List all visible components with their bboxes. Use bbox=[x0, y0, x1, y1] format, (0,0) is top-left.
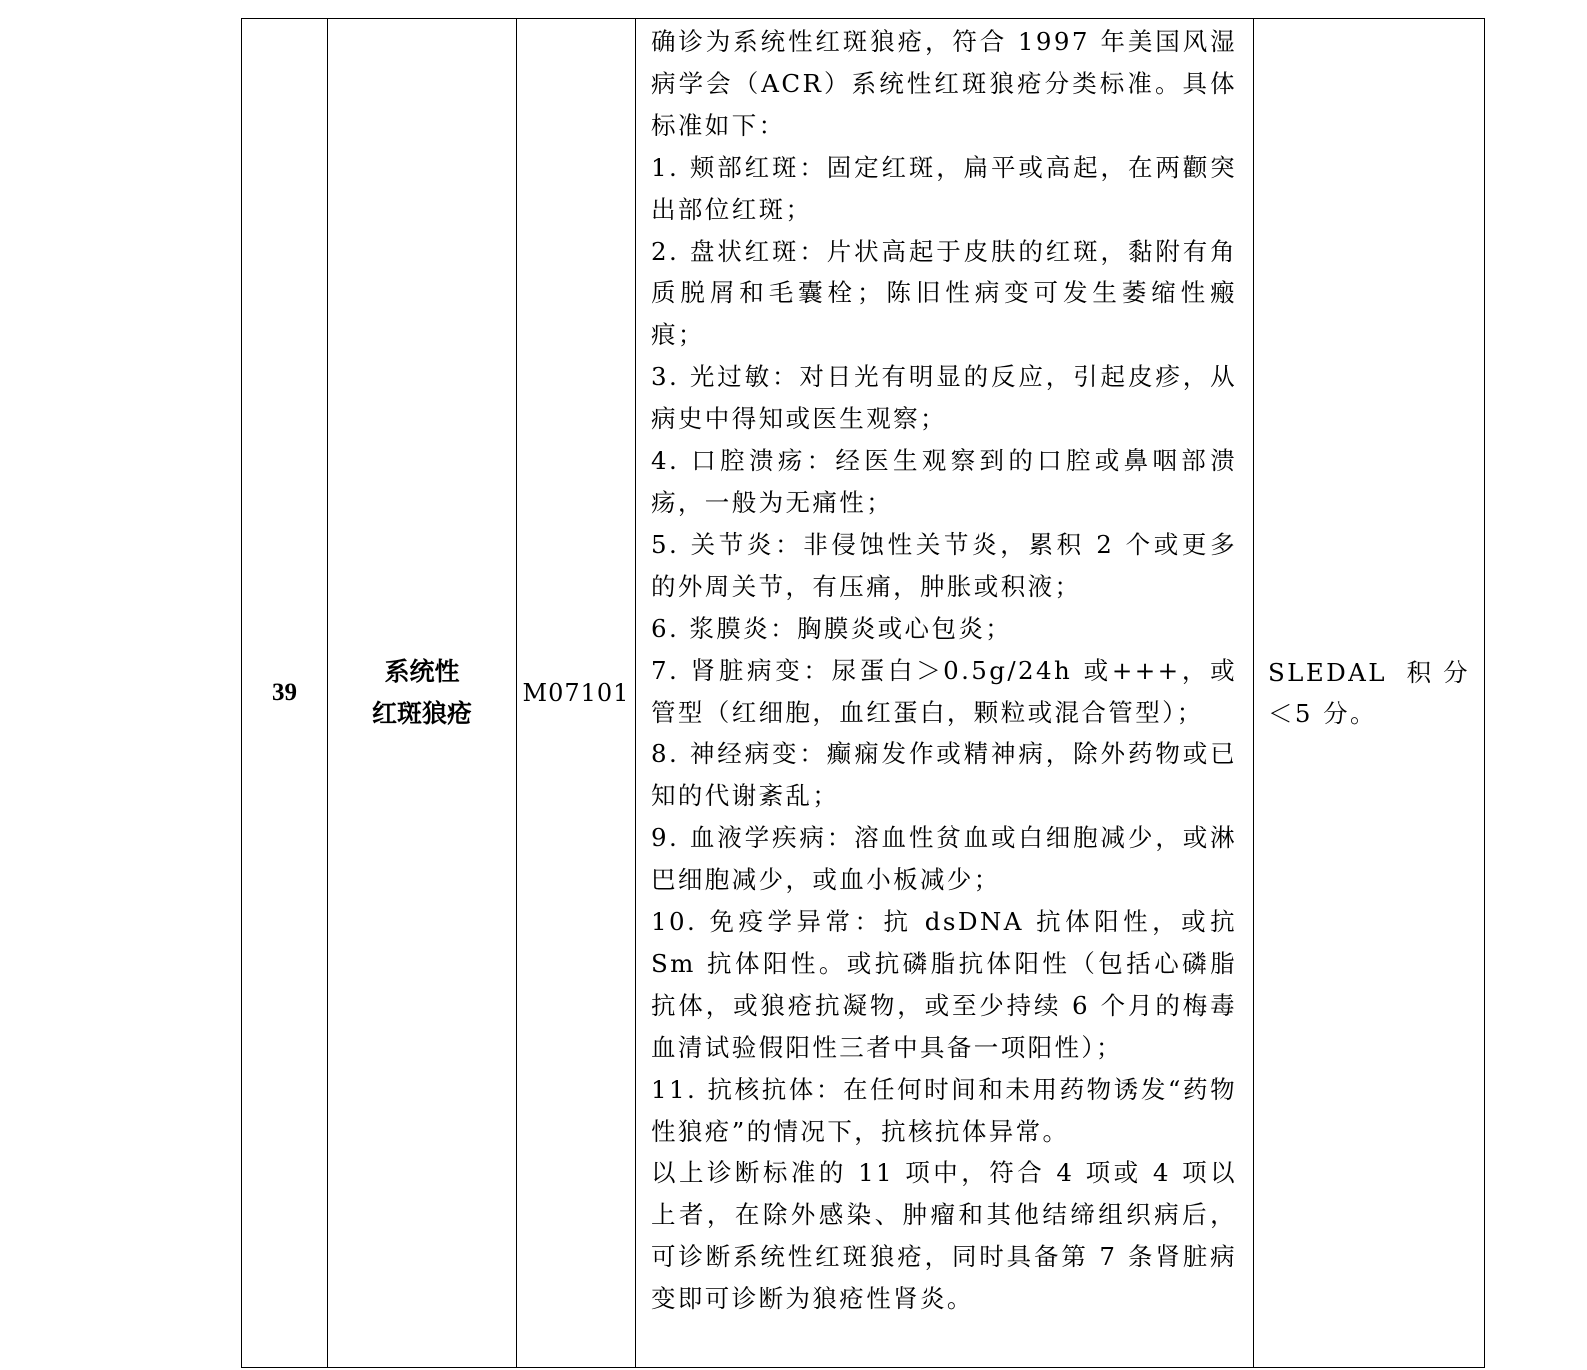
criteria-summary: 以上诊断标准的 11 项中，符合 4 项或 4 项以上者，在除外感染、肿瘤和其他结缔组织病后，可诊断系统性红斑狼疮，同时具备第 7 条肾脏病变即可诊断为狼疮性肾炎。 bbox=[651, 1158, 1237, 1314]
criteria-item: 11. 抗核抗体：在任何时间和未用药物诱发“药物性狼疮”的情况下，抗核抗体异常。 bbox=[651, 1074, 1237, 1146]
disease-code: M07101 bbox=[517, 19, 636, 1368]
row-number: 39 bbox=[242, 19, 328, 1368]
criteria-cell bbox=[636, 19, 1254, 1368]
criteria-table bbox=[241, 18, 1485, 1368]
criteria-item: 7. 肾脏病变：尿蛋白＞0.5g/24h 或+++，或管型（红细胞，血红蛋白，颗粒或混合管型）； bbox=[651, 655, 1237, 727]
disease-name-cell bbox=[328, 19, 517, 1368]
disease-name-line1: 系统性 bbox=[384, 657, 460, 686]
criteria-item: 10. 免疫学异常：抗 dsDNA 抗体阳性，或抗 Sm 抗体阳性。或抗磷脂抗体阳性（包括心磷脂抗体，或狼疮抗凝物，或至少持续 6 个月的梅毒血清试验假阳性三者中具备一项阳性）； bbox=[651, 907, 1237, 1062]
criteria-item: 8. 神经病变：癫痫发作或精神病，除外药物或已知的代谢紊乱； bbox=[651, 739, 1237, 811]
criteria-item: 5. 关节炎：非侵蚀性关节炎，累积 2 个或更多的外周关节，有压痛，肿胀或积液； bbox=[651, 529, 1237, 601]
criteria-item: 6. 浆膜炎：胸膜炎或心包炎； bbox=[651, 613, 1013, 643]
table-row bbox=[242, 19, 1485, 1368]
note-cell bbox=[1254, 19, 1485, 1368]
criteria-item: 1. 颊部红斑：固定红斑，扁平或高起，在两颧突出部位红斑； bbox=[651, 152, 1237, 224]
criteria-item: 9. 血液学疾病：溶血性贫血或白细胞减少，或淋巴细胞减少，或血小板减少； bbox=[651, 823, 1237, 895]
disease-name-line2: 红斑狼疮 bbox=[371, 699, 472, 728]
criteria-text bbox=[651, 21, 1237, 1320]
criteria-item: 2. 盘状红斑：片状高起于皮肤的红斑，黏附有角质脱屑和毛囊栓；陈旧性病变可发生萎缩性瘢痕； bbox=[651, 236, 1237, 350]
criteria-item: 3. 光过敏：对日光有明显的反应，引起皮疹，从病史中得知或医生观察； bbox=[651, 362, 1237, 434]
criteria-paragraph: 确诊为系统性红斑狼疮，符合 1997 年美国风湿病学会（ACR）系统性红斑狼疮分类标准。具体标准如下： bbox=[651, 27, 1237, 140]
criteria-item: 4. 口腔溃疡：经医生观察到的口腔或鼻咽部溃疡，一般为无痛性； bbox=[651, 446, 1237, 517]
note-text: SLEDAL 积分＜5 分。 bbox=[1268, 658, 1470, 728]
